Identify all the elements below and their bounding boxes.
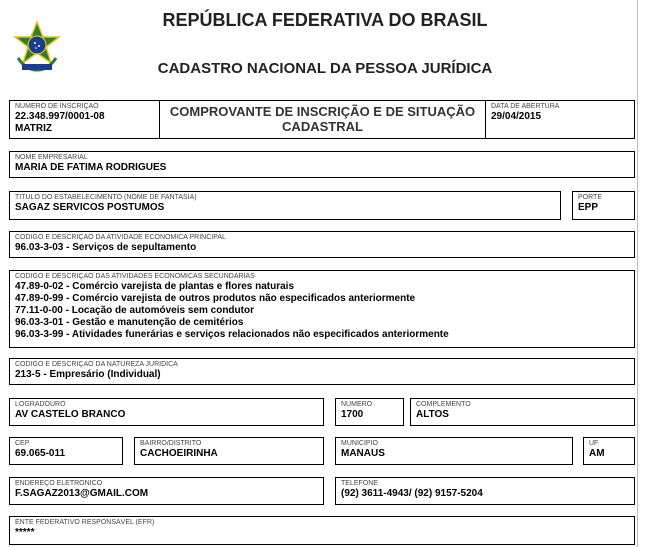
secondary-activity-item: 47.89-0-02 - Comércio varejista de plantas e flores naturais bbox=[15, 281, 295, 292]
business-name-box bbox=[9, 151, 635, 178]
inscription-number-box bbox=[9, 100, 160, 139]
street-value: AV CASTELO BRANCO bbox=[15, 409, 126, 420]
inscription-label: NÚMERO DE INSCRIÇÃO bbox=[15, 103, 99, 110]
page-subtitle: CADASTRO NACIONAL DA PESSOA JURÍDICA bbox=[157, 60, 493, 77]
postal-code-label: CEP bbox=[15, 440, 30, 447]
proof-title-box bbox=[159, 100, 486, 139]
legal-nature-label: CÓDIGO E DESCRIÇÃO DA NATUREZA JURÍDICA bbox=[15, 361, 178, 368]
trade-name-label: TÍTULO DO ESTABELECIMENTO (NOME DE FANTASIA) bbox=[15, 194, 197, 201]
district-value: CACHOEIRINHA bbox=[140, 448, 218, 459]
trade-name-box bbox=[9, 191, 561, 220]
complement-box bbox=[410, 398, 635, 426]
email-box bbox=[9, 477, 324, 505]
legal-nature-value: 213-5 - Empresário (Individual) bbox=[15, 369, 161, 380]
number-label: NÚMERO bbox=[341, 401, 373, 408]
secondary-activity-item: 96.03-3-99 - Atividades funerárias e serviços relacionados não especificados anteriormente bbox=[15, 329, 449, 340]
state-box bbox=[583, 437, 635, 465]
secondary-activity-item: 77.11-0-00 - Locação de automóveis sem condutor bbox=[15, 305, 254, 316]
size-box bbox=[572, 191, 635, 220]
city-value: MANAUS bbox=[341, 448, 385, 459]
district-label: BAIRRO/DISTRITO bbox=[140, 440, 202, 447]
complement-value: ALTOS bbox=[416, 409, 449, 420]
state-value: AM bbox=[589, 448, 605, 459]
postal-code-value: 69.065-011 bbox=[15, 448, 66, 459]
coat-of-arms-emblem-icon bbox=[12, 20, 62, 74]
cnpj-value: 22.348.997/0001-08 bbox=[15, 111, 105, 122]
efr-value: ***** bbox=[15, 527, 35, 538]
email-value: F.SAGAZ2013@GMAIL.COM bbox=[15, 488, 149, 499]
state-label: UF bbox=[589, 440, 599, 447]
opening-date-value: 29/04/2015 bbox=[491, 111, 542, 122]
main-activity-box bbox=[9, 231, 635, 258]
secondary-activity-item: 96.03-3-01 - Gestão e manutenção de cemitérios bbox=[15, 317, 244, 328]
proof-title-line1: COMPROVANTE DE INSCRIÇÃO E DE SITUAÇÃO bbox=[169, 104, 476, 119]
city-box bbox=[335, 437, 573, 465]
size-value: EPP bbox=[578, 202, 599, 213]
proof-title-line2: CADASTRAL bbox=[282, 119, 363, 134]
main-activity-value: 96.03-3-03 - Serviços de sepultamento bbox=[15, 242, 197, 253]
efr-label: ENTE FEDERATIVO RESPONSÁVEL (EFR) bbox=[15, 519, 155, 526]
page-title: REPÚBLICA FEDERATIVA DO BRASIL bbox=[162, 10, 488, 30]
secondary-activities-label: CÓDIGO E DESCRIÇÃO DAS ATIVIDADES ECONÔMICAS SECUNDÁRIAS bbox=[15, 273, 255, 280]
phone-box bbox=[335, 477, 635, 505]
street-box bbox=[9, 398, 324, 426]
main-activity-label: CÓDIGO E DESCRIÇÃO DA ATIVIDADE ECONÔMICA PRINCIPAL bbox=[15, 234, 226, 241]
district-box bbox=[134, 437, 324, 465]
street-label: LOGRADOURO bbox=[15, 401, 66, 408]
efr-box bbox=[9, 516, 635, 545]
opening-date-box bbox=[485, 100, 635, 139]
legal-nature-box bbox=[9, 358, 635, 385]
city-label: MUNICÍPIO bbox=[341, 440, 378, 447]
trade-name-value: SAGAZ SERVICOS POSTUMOS bbox=[15, 202, 165, 213]
secondary-activities-box bbox=[9, 270, 635, 348]
business-name-label: NOME EMPRESARIAL bbox=[15, 154, 88, 161]
secondary-activity-item: 47.89-0-99 - Comércio varejista de outros produtos não especificados anteriormente bbox=[15, 293, 416, 304]
size-label: PORTE bbox=[578, 194, 602, 201]
number-value: 1700 bbox=[341, 409, 364, 420]
page-edge-line bbox=[637, 0, 638, 547]
complement-label: COMPLEMENTO bbox=[416, 401, 471, 408]
establishment-type: MATRIZ bbox=[15, 123, 53, 134]
number-box bbox=[335, 398, 404, 426]
phone-value: (92) 3611-4943/ (92) 9157-5204 bbox=[341, 488, 483, 499]
business-name-value: MARIA DE FATIMA RODRIGUES bbox=[15, 162, 167, 173]
opening-date-label: DATA DE ABERTURA bbox=[491, 103, 560, 110]
postal-code-box bbox=[9, 437, 123, 465]
email-label: ENDEREÇO ELETRÔNICO bbox=[15, 480, 103, 487]
phone-label: TELEFONE bbox=[341, 480, 378, 487]
